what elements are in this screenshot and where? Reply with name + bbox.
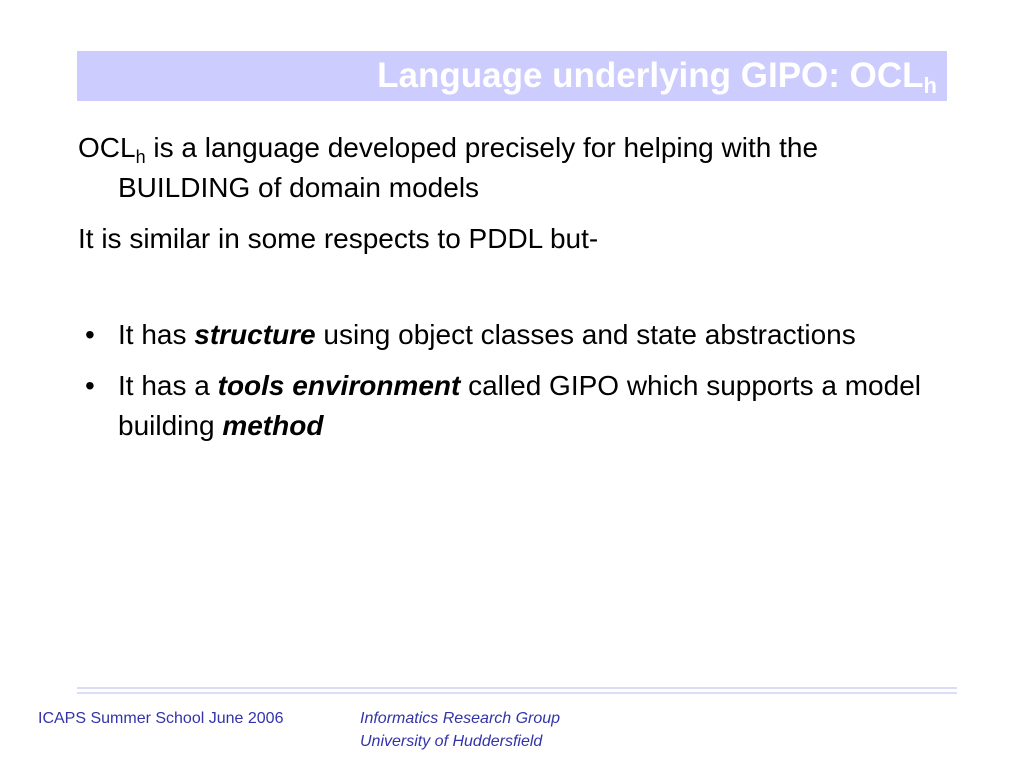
bullet-method-emphasis: method	[222, 410, 324, 441]
footer-affiliation	[360, 707, 560, 753]
title-bar	[77, 51, 947, 101]
bullet-structure-emphasis: structure	[194, 319, 316, 350]
footer-rule-top	[77, 687, 957, 689]
bullet-tools-emphasis: tools environment	[217, 370, 461, 401]
footer-university: University of Huddersfield	[360, 733, 543, 750]
bullet-tools-text: called GIPO which supports a model building	[118, 370, 921, 441]
bullet-structure-prefix: It has	[118, 319, 195, 350]
bullet-tools-prefix: It has a	[118, 370, 218, 401]
slide-title-text: Language underlying GIPO: OCL	[377, 56, 924, 95]
paragraph-oclh-text: is a language developed precisely for helping with the BUILDING of domain models	[118, 132, 819, 203]
bullet-tools	[78, 366, 958, 446]
slide-title-subscript: h	[923, 73, 937, 98]
bullet-structure	[78, 315, 958, 355]
footer-rule-bottom	[77, 692, 957, 694]
paragraph-oclh-subscript: h	[135, 147, 146, 167]
bullet-structure-text: using object classes and state abstractions	[315, 319, 856, 350]
paragraph-pddl: It is similar in some respects to PDDL but-	[78, 223, 599, 254]
paragraph-oclh	[78, 128, 958, 208]
paragraph-oclh-prefix: OCL	[78, 132, 136, 163]
spacer	[78, 270, 958, 315]
bullet-dot: •	[85, 319, 95, 350]
footer-event: ICAPS Summer School June 2006	[38, 710, 284, 727]
footer-group: Informatics Research Group	[360, 710, 561, 727]
slide-title	[377, 56, 937, 96]
bullet-dot: •	[85, 370, 95, 401]
bullet-list	[78, 315, 958, 446]
slide-body	[78, 128, 958, 457]
